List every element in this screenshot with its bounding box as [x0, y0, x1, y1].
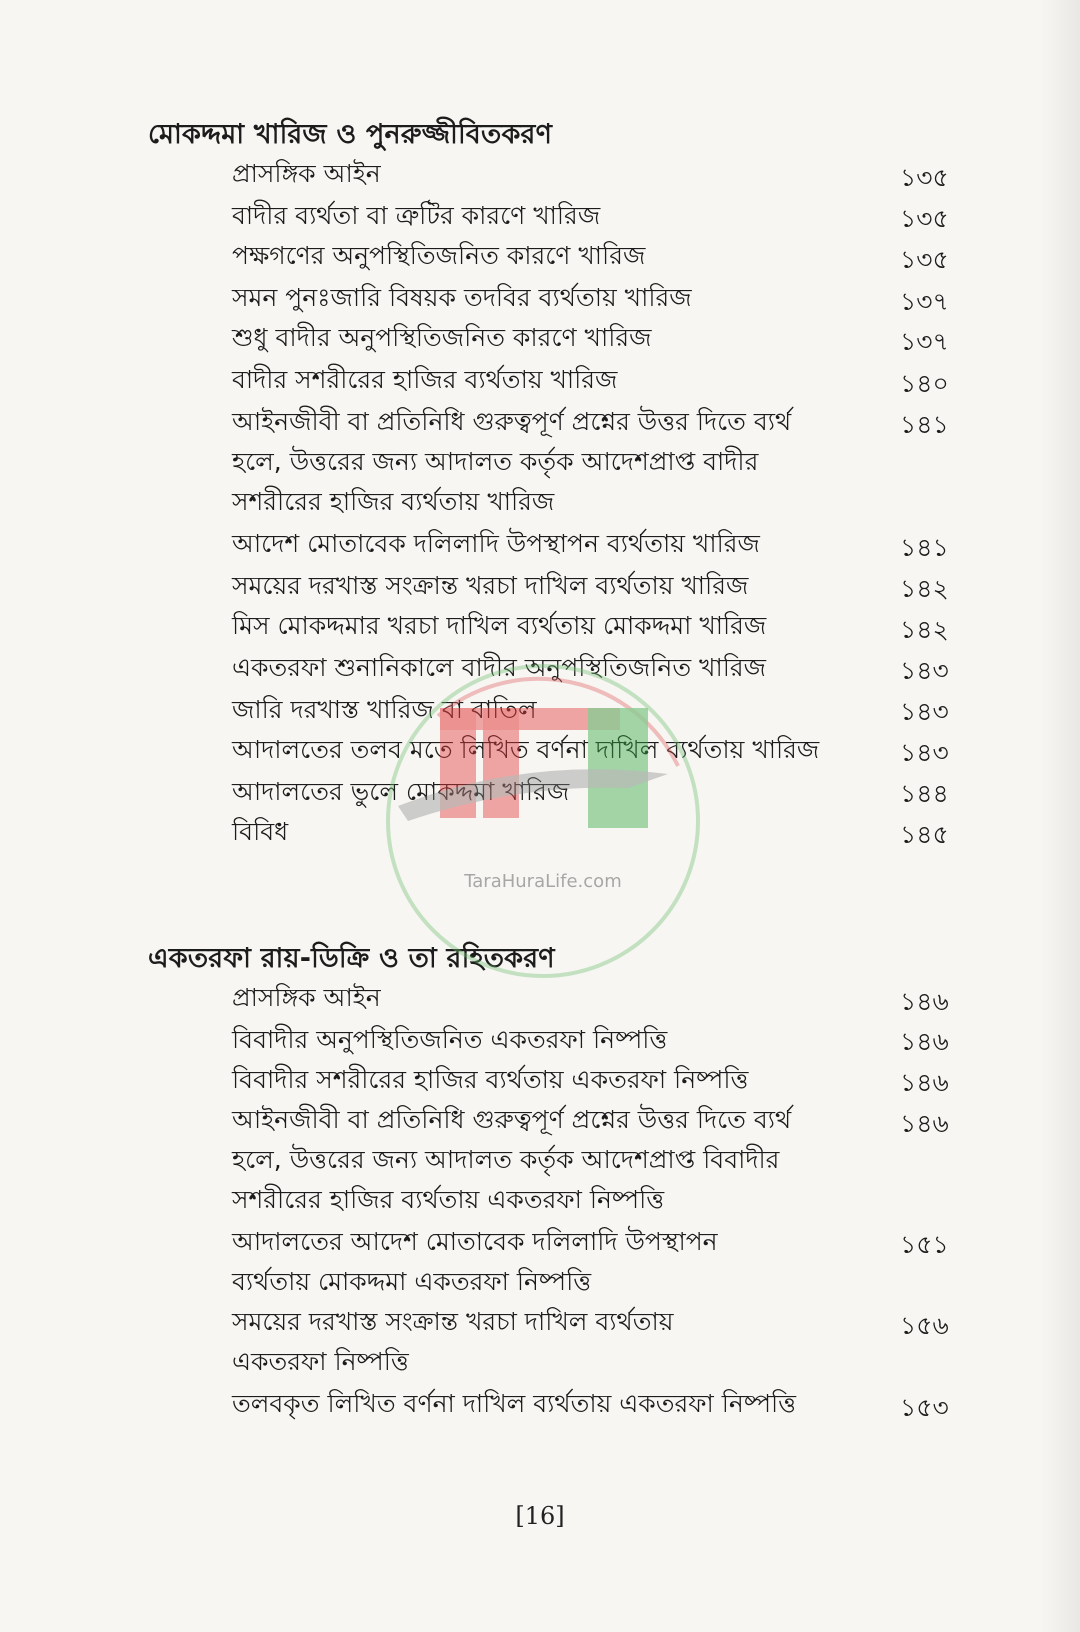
page-number: ১৩৫ [900, 204, 949, 233]
toc-entry [232, 154, 872, 194]
section-title: মোকদ্দমা খারিজ ও পুনরুজ্জীবিতকরণ [148, 119, 553, 150]
entry-text: বিবিধ [232, 817, 289, 846]
watermark-ring-icon [378, 656, 708, 986]
entry-text: সময়ের দরখাস্ত সংক্রান্ত খরচা দাখিল ব্যর্থতায় খারিজ [232, 571, 749, 600]
entry-text: হলে, উত্তরের জন্য আদালত কর্তৃক আদেশপ্রাপ্ত বিবাদীর [232, 1145, 780, 1174]
toc-entry [232, 196, 872, 236]
entry-text: বাদীর সশরীরের হাজির ব্যর্থতায় খারিজ [232, 365, 618, 394]
entry-text: সমন পুনঃজারি বিষয়ক তদবির ব্যর্থতায় খারিজ [232, 283, 692, 312]
toc-entry [232, 402, 872, 522]
entry-text: পক্ষগণের অনুপস্থিতিজনিত কারণে খারিজ [232, 241, 646, 270]
toc-entry [232, 1384, 872, 1424]
section-title: একতরফা রায়-ডিক্রি ও তা রহিতকরণ [148, 943, 555, 974]
entry-text: শুধু বাদীর অনুপস্থিতিজনিত কারণে খারিজ [232, 323, 652, 352]
page-number: ১৪৬ [900, 987, 949, 1016]
entry-text: প্রাসঙ্গিক আইন [232, 159, 381, 188]
page-number: ১৩৫ [900, 163, 949, 192]
page-number: ১৪৪ [900, 779, 949, 808]
toc-entry [232, 236, 872, 276]
entry-text: আদালতের তলব মতে লিখিত বর্ণনা দাখিল ব্যর্থতায় খারিজ [232, 735, 820, 764]
page-number: ১৪৩ [900, 656, 949, 685]
entry-text: মিস মোকদ্দমার খরচা দাখিল ব্যর্থতায় মোকদ্দমা খারিজ [232, 611, 767, 640]
toc-entry [232, 524, 872, 564]
page-number: ১৪১ [900, 410, 949, 439]
page-number: ১৪৫ [900, 820, 949, 849]
toc-entry [232, 360, 872, 400]
entry-text: একতরফা শুনানিকালে বাদীর অনুপস্থিতিজনিত খারিজ [232, 653, 766, 682]
toc-entry [232, 318, 872, 358]
entry-text: আইনজীবী বা প্রতিনিধি গুরুত্বপূর্ণ প্রশ্নের উত্তর দিতে ব্যর্থ [232, 1105, 792, 1134]
entry-text: জারি দরখাস্ত খারিজ বা বাতিল [232, 695, 537, 724]
page-number: ১৪০ [900, 369, 949, 398]
entry-text: বিবাদীর সশরীরের হাজির ব্যর্থতায় একতরফা নিষ্পত্তি [232, 1065, 749, 1094]
page-number: ১৪১ [900, 533, 949, 562]
page-number: ১৫৩ [900, 1393, 949, 1422]
toc-entry [232, 1302, 872, 1382]
entry-text: আইনজীবী বা প্রতিনিধি গুরুত্বপূর্ণ প্রশ্নের উত্তর দিতে ব্যর্থ [232, 407, 792, 436]
toc-entry [232, 566, 872, 606]
page-number: ১৩৫ [900, 245, 949, 274]
entry-text: বাদীর ব্যর্থতা বা ত্রুটির কারণে খারিজ [232, 201, 601, 230]
toc-entry [232, 1100, 872, 1220]
page-number: ১৫১ [900, 1230, 949, 1259]
page-edge-shadow [1040, 0, 1080, 1632]
entry-text: একতরফা নিষ্পত্তি [232, 1347, 409, 1376]
page-number: ১৪২ [900, 615, 949, 644]
page-number: ১৪৬ [900, 1027, 949, 1056]
entry-text: আদেশ মোতাবেক দলিলাদি উপস্থাপন ব্যর্থতায় খারিজ [232, 529, 760, 558]
entry-text: প্রাসঙ্গিক আইন [232, 983, 381, 1012]
page-number: ১৪২ [900, 574, 949, 603]
page-number: ১৪৩ [900, 697, 949, 726]
entry-text: আদালতের আদেশ মোতাবেক দলিলাদি উপস্থাপন [232, 1227, 718, 1256]
page-number: ১৩৭ [900, 327, 949, 356]
page-number: ১৪৬ [900, 1109, 949, 1138]
page-number: ১৪৩ [900, 738, 949, 767]
entry-text: আদালতের ভুলে মোকদ্দমা খারিজ [232, 777, 570, 806]
entry-text: বিবাদীর অনুপস্থিতিজনিত একতরফা নিষ্পত্তি [232, 1025, 668, 1054]
watermark-text: TaraHuraLife.com [464, 871, 622, 892]
watermark-logo [378, 656, 708, 986]
page-number: ১৪৬ [900, 1068, 949, 1097]
toc-entry [232, 606, 872, 646]
page-number: ১৩৭ [900, 287, 949, 316]
footer-page-number: [16] [515, 1502, 565, 1530]
toc-entry [232, 278, 872, 318]
entry-text: ব্যর্থতায় মোকদ্দমা একতরফা নিষ্পত্তি [232, 1267, 592, 1296]
toc-entry [232, 1222, 872, 1302]
entry-text: সময়ের দরখাস্ত সংক্রান্ত খরচা দাখিল ব্যর্থতায় [232, 1307, 674, 1336]
entry-text: সশরীরের হাজির ব্যর্থতায় একতরফা নিষ্পত্তি [232, 1185, 665, 1214]
entry-text: তলবকৃত লিখিত বর্ণনা দাখিল ব্যর্থতায় একতরফা নিষ্পত্তি [232, 1389, 797, 1418]
toc-entry [232, 1020, 872, 1060]
toc-entry [232, 1060, 872, 1100]
entry-text: সশরীরের হাজির ব্যর্থতায় খারিজ [232, 487, 555, 516]
page-number: ১৫৬ [900, 1311, 949, 1340]
entry-text: হলে, উত্তরের জন্য আদালত কর্তৃক আদেশপ্রাপ্ত বাদীর [232, 447, 759, 476]
